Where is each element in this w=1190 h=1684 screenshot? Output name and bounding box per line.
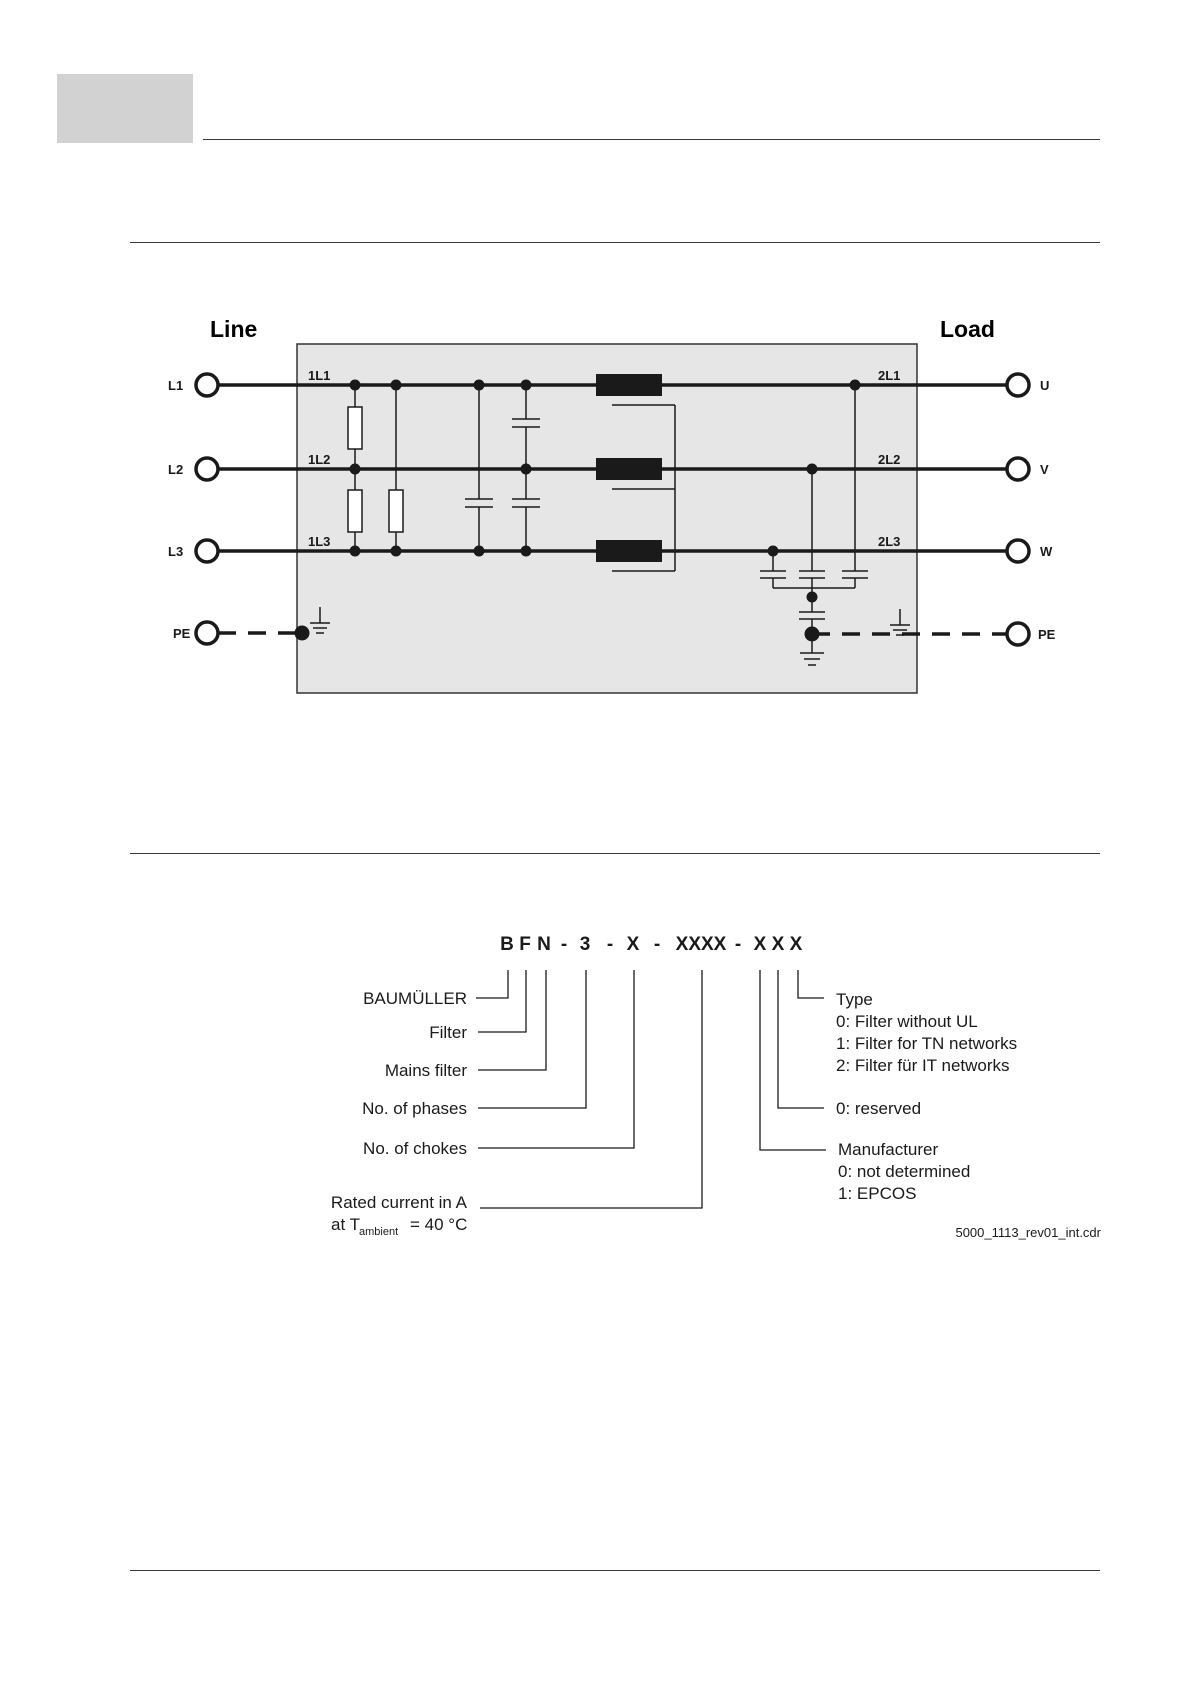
code-dash-1: - — [560, 934, 568, 955]
filter-circuit-diagram — [0, 0, 1190, 760]
label-ambient: ambient — [359, 1226, 399, 1238]
code-char-x1: X — [753, 934, 767, 955]
code-char-x2: X — [771, 934, 785, 955]
code-dash-4: - — [734, 934, 742, 955]
label-l3: L3 — [168, 544, 184, 559]
label-no-of-chokes: No. of chokes — [363, 1139, 467, 1158]
label-2l1: 2L1 — [878, 368, 901, 383]
label-type-1: 1: Filter for TN networks — [836, 1034, 1018, 1053]
code-connector-lines — [476, 970, 826, 1208]
label-filter: Filter — [429, 1023, 467, 1042]
type-code-diagram — [0, 900, 1190, 1260]
code-char-n: N — [537, 934, 551, 955]
code-dash-2: - — [606, 934, 614, 955]
code-char-x: X — [626, 934, 640, 955]
terminal-w — [1007, 540, 1029, 562]
label-reserved: 0: reserved — [836, 1099, 922, 1118]
terminal-l3 — [196, 540, 218, 562]
terminal-v — [1007, 458, 1029, 480]
load-label: Load — [940, 316, 995, 342]
label-at-t: at T — [331, 1215, 360, 1234]
code-char-xxxx: XXXX — [675, 934, 727, 955]
terminal-l2 — [196, 458, 218, 480]
footer-rule — [130, 1570, 1100, 1571]
label-pe-left: PE — [173, 626, 191, 641]
label-type-2: 2: Filter für IT networks — [836, 1056, 1010, 1075]
label-temp: = 40 °C — [410, 1215, 468, 1234]
label-l1: L1 — [168, 378, 184, 393]
code-char-b: B — [500, 934, 514, 955]
label-pe-right: PE — [1038, 627, 1056, 642]
label-type-0: 0: Filter without UL — [836, 1012, 978, 1031]
label-manufacturer-0: 0: not determined — [838, 1162, 971, 1181]
label-no-of-phases: No. of phases — [362, 1099, 467, 1118]
label-1l2: 1L2 — [308, 452, 331, 467]
label-baumuller: BAUMÜLLER — [363, 989, 467, 1008]
line-label: Line — [210, 316, 258, 342]
code-char-f: F — [519, 934, 531, 955]
terminal-pe-left — [196, 622, 218, 644]
terminal-pe-right — [1007, 623, 1029, 645]
section-rule-2 — [130, 853, 1100, 854]
label-mains-filter: Mains filter — [384, 1061, 467, 1080]
label-w: W — [1040, 544, 1053, 559]
label-manufacturer-1: 1: EPCOS — [838, 1184, 917, 1203]
label-v: V — [1040, 462, 1049, 477]
label-2l3: 2L3 — [878, 534, 901, 549]
file-reference: 5000_1113_rev01_int.cdr — [955, 1225, 1101, 1240]
code-char-x3: X — [789, 934, 803, 955]
code-dash-3: - — [653, 934, 661, 955]
label-rated-current: Rated current in A — [330, 1193, 467, 1212]
label-manufacturer-title: Manufacturer — [838, 1140, 939, 1159]
label-1l1: 1L1 — [308, 368, 331, 383]
code-char-3: 3 — [579, 934, 591, 955]
terminal-l1 — [196, 374, 218, 396]
label-1l3: 1L3 — [308, 534, 331, 549]
label-2l2: 2L2 — [878, 452, 901, 467]
label-u: U — [1040, 378, 1050, 393]
label-type-title: Type — [836, 990, 873, 1009]
label-l2: L2 — [168, 462, 184, 477]
terminal-u — [1007, 374, 1029, 396]
